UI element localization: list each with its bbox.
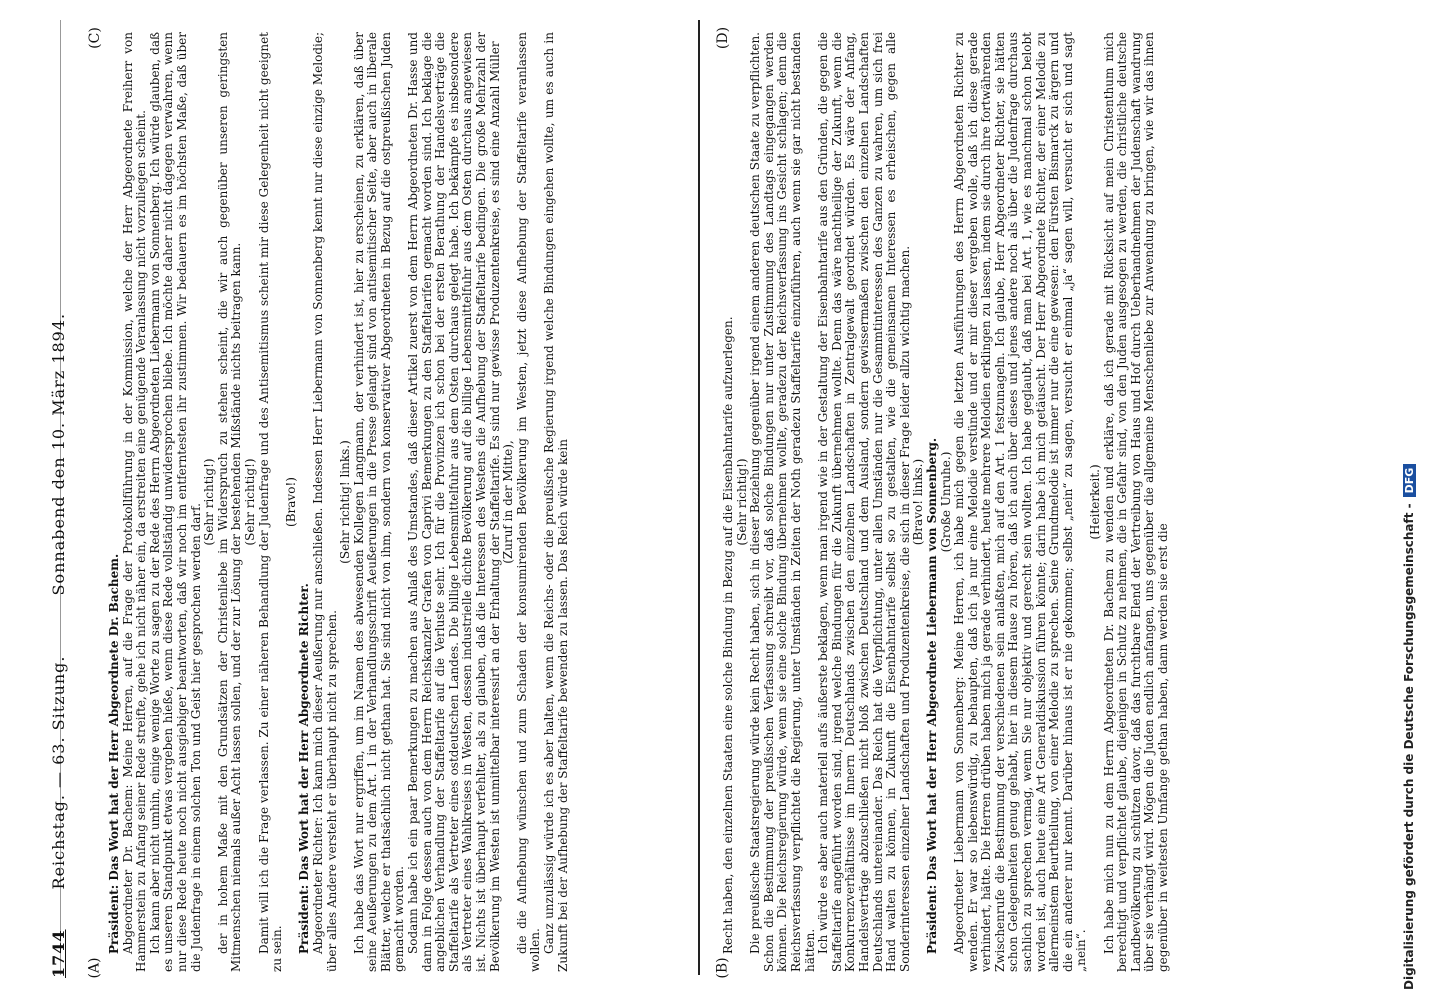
dfg-logo: DFG — [1403, 464, 1416, 498]
right-paragraph: (Sehr richtig!) — [734, 458, 749, 546]
margin-marker-c: (C) — [86, 27, 103, 49]
left-paragraph: der in hohem Maße mit den Grundsätzen der Christenliebe im Widerspruch zu stehen scheint, die wir auch gegenüber unseren geringsten Mitmenschen niemals außer Acht lassen sollen, und der zur Lösung der bestehenden Mißstände nichts beitragen kann. — [215, 32, 244, 972]
left-paragraph: Präsident: Das Wort hat der Herr Abgeordnete Dr. Bachem. — [107, 553, 121, 954]
right-paragraph: (Bravo! links.) — [911, 458, 926, 546]
left-paragraph: Ich habe das Wort nur ergriffen, um im Namen des abwesenden Kollegen Langmann, der verhindert ist, hier zu erscheinen, zu erklären, daß über seine Aeußerungen zu dem Art. 1 in der Verhandlungsschrift Aeußerungen in die Presse gelangt sind von antisemitischer Seite, aber auch in liberale Blätter, welche er thatsächlich nicht gethan hat. Sie sind nicht von ihm, sondern von konservativer Abgeordneten in Bezug auf die ostpreußischen Juden gemacht worden. — [351, 32, 407, 972]
footer-text: Digitalisierung gefördert durch die Deutsche Forschungsgemeinschaft - — [1402, 503, 1416, 990]
left-paragraph: (Sehr richtig! links.) — [338, 440, 353, 564]
right-paragraph: Ich habe mich nun zu dem Herrn Abgeordneten Dr. Bachem zu wenden und erkläre, daß ich gerade mit Rücksicht auf mein Christenthum mich berechtigt und verpflichtet glaube, diejenigen in Schutz zu nehmen, die in Gefahr sind, von den Juden ausgesogen zu werden, die christliche deutsche Landbevölkerung zu schützen davor, daß das furchtbare Elend der Vertreibung von Haus und Hof durch Ueberhandnehmen der Judenschaft wandrung über sie verhängt wird. Mögen die Juden endlich anfangen, uns gegenüber die allgemeine Menschenliebe zur Anwendung zu bringen, wie wir das ihnen gegenüber in weitesten Umfange gethan haben, dann werden sie erst die — [1101, 32, 1170, 972]
left-paragraph: Ich kann aber nicht umhin, einige wenige Worte zu sagen zu der Rede des Herrn Abgeordneten Liebermann von Sonnenberg. Ich würde glauben, daß es unseren Standpunkt etwas vergeben hieße, wenn diese Rede vollständig unwidersprochen bliebe. Ich möchte daher nicht dagegen verwahren, wenn nur diese Rede heute noch nicht ausgiebiger beantworten, daß wir noch im entferntesten ihr zustimmen. Wir bedauern es im höchsten Maße, daß über die Judenfrage in einem solchen Ton und Geist hier gesprochen werden darf. — [147, 32, 203, 972]
margin-marker-a: (A) — [86, 957, 103, 979]
right-paragraph: Ich würde es aber auch materiell aufs äußerste beklagen, wenn man irgend wie in der Gestaltung der Eisenbahntarife aus den Gründen, die gegen die Staffeltarife angeführt worden sind, irgend welche Bindungen für die Zukunft übernehmen wollte. Denn das wäre nachtheilige der Zukunft, wenn die Konkurrenzverhältnisse im Innern Deutschlands zwischen den einzelnen Landschaften in Zentralgewalt geordnet würden. Es wäre der Anfang, Handelsverträge abzuschließen nicht bloß zwischen Deutschland und dem Ausland, sondern gewissermaßen zwischen den einzelnen Landschaften Deutschlands untereinander. Das Reich hat die Verpflichtung, unter allen Umständen nur die Gesammtinteressen des Ganzen zu wahren, um sich frei Hand walten zu können, in Zukunft die Eisenbahntarife selbst so zu gestalten, wie die gemeinsamen Interessen es erheischen, gegen alle Sonderinteressen einzelner Landschaften und Produzentenkreise, die sich in dieser Frage leider allzu wichtig machen. — [816, 32, 912, 972]
left-paragraph: (Sehr richtig!) — [242, 458, 257, 546]
header-date: Sonnabend den 10. März 1894. — [48, 312, 68, 596]
right-paragraph: (Große Unruhe.) — [938, 451, 953, 553]
left-paragraph: (Zuruf in der Mitte), — [501, 440, 516, 564]
left-paragraph: (Bravo!) — [283, 477, 298, 527]
right-paragraph: Abgeordneter Liebermann von Sonnenberg: Meine Herren, ich habe mich gegen die letzten Ausführungen des Herrn Abgeordneten Richter zu wenden. Er war so liebenswürdig, zu behaupten, daß ich ja nur eine Melodie verstünde und er mir dieser vergeben wolle, daß ich diese gerade verhindert, hätte. Die Herren drüben haben mich ja gerade verhindert, heute mehrere Melodien erklingen zu lassen, indem sie durch ihre fortwährenden Zwischenrufe die Bestimmung der verschiedenen sein anlaßten, mich auf den Art. 1 festzunageln. Ich glaube, Herr Abgeordneter Richter, sie hätten schon Gelegenheiten genug gehabt, hier in diesem Hause zu hören, daß ich auch über dieses und jenes andere noch als über die Judenfrage durchaus sachlich zu sprechen vermag, wenn Sie nur objektiv und gerecht sein wollten. Ich habe geglaubt, daß man bei Art. 1, wie es manchmal schon belobt worden ist, auch heute eine Art Generaldiskussion führen könnte; darin habe ich mich getäuscht. Der Herr Abgeordnete Richter, der einer Melodie zu allermeinstem Beurtheilung, von einer Melodie zu sprechen. Seine Grundmelodie ist immer nur die eine gewesen: den Fürsten Bismarck zu ärgern und die ein anderer nur kennt. Darüber hinaus ist er nie gekommen; selbst „nein“ zu sagen, versucht er einmal „ja“ sagen will, versucht er sich und sagt „nein“. — [952, 32, 1089, 972]
left-paragraph: (Sehr richtig!) — [202, 458, 217, 546]
left-paragraph: die die Aufhebung wünschen und zum Schaden der konsumirenden Bevölkerung im Westen, jetzt diese Aufhebung der Staffeltarife veranlassen wollen. — [514, 32, 543, 972]
right-paragraph: (Heiterkeit.) — [1088, 464, 1103, 540]
left-paragraph: Sodann habe ich ein paar Bemerkungen zu machen aus Anlaß des Umstandes, daß dieser Artikel zuerst von dem Herrn Abgeordneten Dr. Hasse und dann in Folge dessen auch von dem Herrn Reichskanzler Grafen von Caprivi Bemerkungen zu den Staffeltarifen gemacht worden sind. Ich beklage die angeblichen Verhandlung der Staffeltarife auf die Verluste sehr. Ich für die Provinzen ich schon bei der ersten Berathung der Handelsverträge die Staffeltarife als Vertreter eines ostdeutschen Landes. Die billige Lebensmittelfuhr aus dem Osten durchaus gelegt habe. Ich bekämpfe es insbesondere als Vertreter eines Wahlkreises in Westen, dessen industrielle dichte Bevölkerung auf die billige Lebensmittelfuhr aus dem Osten durchaus angewiesen ist. Nichts ist überhaupt verfehlter, als zu glauben, daß die Interessen des Westens die Aufhebung der Staffeltarife bedingen. Die große Mehrzahl der Bevölkerung im Westen ist unmittelbar interessirt an der Erhaltung der Staffeltarife. Es sind nur gewisse Produzentenkreise, es sind eine Anzahl Müller — [406, 32, 502, 972]
right-column — [722, 32, 1362, 972]
margin-marker-b: (B) — [714, 957, 731, 979]
header-session: Reichstag. — 63. Sitzung. — [48, 655, 68, 890]
margin-marker-d: (D) — [715, 26, 732, 50]
right-paragraph: Die preußische Staatsregierung würde kein Recht haben, sich in dieser Beziehung gegenüber irgend einem anderen deutschen Staate zu verpflichten. Schon die Bestimmung der preußischen Verfassung schreibt vor, daß solche Bindungen nur unter Zustimmung des Landtags eingegangen werden können. Die Reichsregierung würde, wenn sie eine solche Bindung übernehmen wollte, geradezu der Reichsverfassung ins Gesicht schlagen; denn die Reichsverfassung verpflichtet die Regierung, unter Umständen in Zeiten der Noth geradezu Staffeltarife einzuführen, auch wenn sie gar nicht bestanden hätten. — [748, 32, 817, 972]
page-number: 1744 — [48, 929, 68, 978]
left-paragraph: Ganz unzulässig würde ich es aber halten, wenn die Reichs- oder die preußische Regierung irgend welche Bindungen eingehen wollte, um es auch in Zukunft bei der Aufhebung der Staffeltarife bewenden zu lassen. Das Reich würde kein — [542, 32, 570, 972]
left-paragraph: Präsident: Das Wort hat der Herr Abgeordnete Richter. — [297, 583, 312, 954]
left-paragraph: Damit will ich die Frage verlassen. Zu einer näheren Behandlung der Judenfrage und des Antisemitismus scheint mir diese Gelegenheit nicht geeignet zu sein. — [256, 32, 285, 972]
right-paragraph: Recht haben, den einzelnen Staaten eine solche Bindung in Bezug auf die Eisenbahntarife aufzuerlegen. — [721, 316, 735, 954]
left-paragraph: Abgeordneter Richter: Ich kann mich dieser Aeußerung nur anschließen. Indessen Herr Liebermann von Sonnenberg kennt nur diese einzige Melodie; über alles Andere versteht er überhaupt nicht zu sprechen. — [310, 32, 339, 972]
left-paragraph: Abgeordneter Dr. Bachem: Meine Herren, auf die Frage der Protokollführung in der Kommission, welche der Herr Abgeordnete Freiherr von Hammerstein zu Anfang seiner Rede streifte, gehe ich nicht näher ein, da erstreiten eine genügende Veranlassung nicht vorzuliegen scheint. — [120, 32, 149, 972]
page-header — [44, 38, 72, 978]
right-paragraph: Präsident: Das Wort hat der Herr Abgeordnete Liebermann von Sonnenberg. — [924, 437, 939, 954]
left-column — [108, 32, 693, 972]
footer-credit — [1402, 464, 1416, 990]
column-divider — [698, 20, 700, 975]
